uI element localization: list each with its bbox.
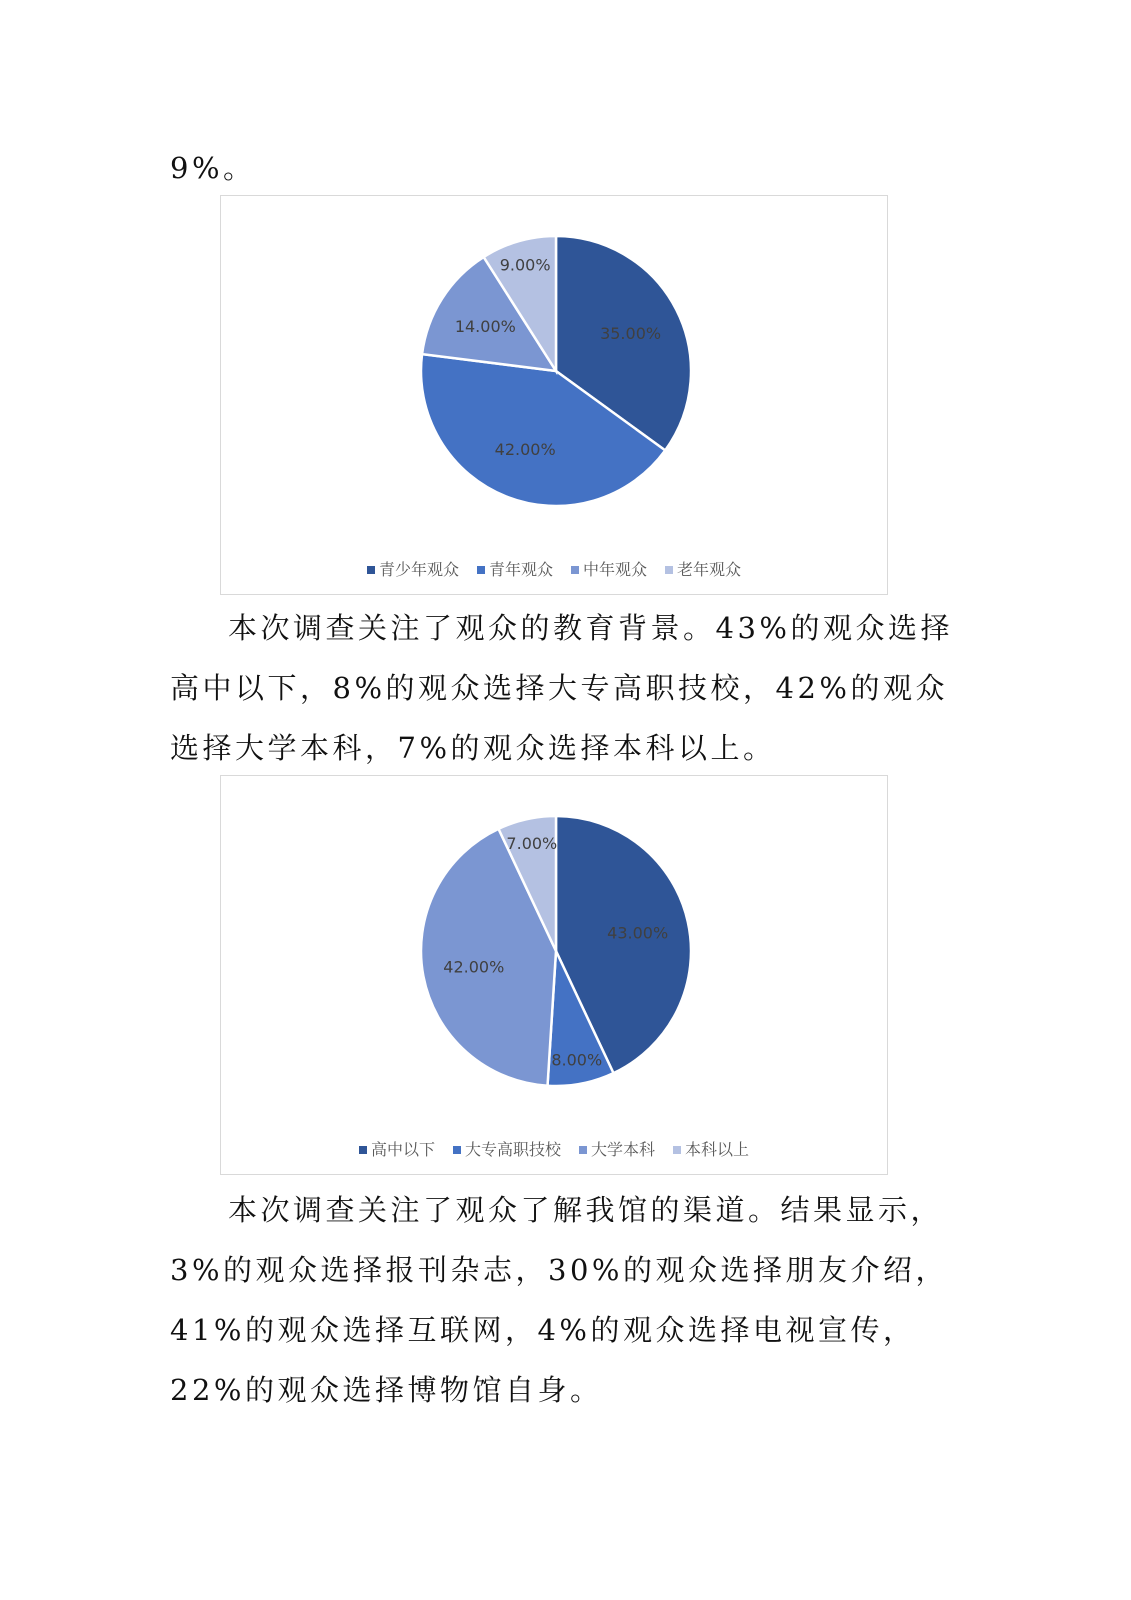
- education-pie-svg: [221, 776, 889, 1176]
- age-data-label: 9.00%: [499, 255, 551, 275]
- legend-label: 大学本科: [591, 1140, 656, 1159]
- legend-label: 青年观众: [488, 560, 553, 579]
- age-legend-item: [571, 557, 647, 580]
- legend-swatch-icon: [477, 566, 485, 574]
- legend-swatch-icon: [453, 1146, 461, 1154]
- age-chart-legend: [221, 557, 887, 580]
- education-data-label: 7.00%: [506, 833, 558, 853]
- paragraph-fragment: [170, 138, 960, 198]
- age-data-label: 42.00%: [494, 439, 556, 459]
- education-data-label: 42.00%: [443, 957, 505, 977]
- age-legend-item: [477, 557, 553, 580]
- legend-swatch-icon: [367, 566, 375, 574]
- legend-swatch-icon: [665, 566, 673, 574]
- education-data-label: 8.00%: [551, 1050, 603, 1070]
- education-paragraph: [170, 598, 960, 778]
- legend-label: 青少年观众: [378, 560, 459, 579]
- education-paragraph-text: 本次调查关注了观众的教育背景。43%的观众选择高中以下，8%的观众选择大专高职技校，42%的观众选择大学本科，7%的观众选择本科以上。: [170, 611, 953, 765]
- legend-label: 大专高职技校: [464, 1140, 561, 1159]
- age-data-label: 14.00%: [454, 317, 516, 337]
- education-legend-item: [359, 1137, 435, 1160]
- paragraph-text: 9%。: [170, 151, 256, 185]
- legend-swatch-icon: [359, 1146, 367, 1154]
- channel-paragraph-text: 本次调查关注了观众了解我馆的渠道。结果显示，3%的观众选择报刊杂志，30%的观众选择朋友介绍，41%的观众选择互联网，4%的观众选择电视宣传，22%的观众选择博物馆自身。: [170, 1193, 948, 1407]
- education-data-label: 43.00%: [607, 923, 669, 943]
- education-pie-chart: [220, 775, 888, 1175]
- channel-paragraph: [170, 1180, 960, 1420]
- education-legend-item: [453, 1137, 561, 1160]
- legend-label: 老年观众: [677, 560, 742, 579]
- age-legend-item: [665, 557, 741, 580]
- age-legend-item: [367, 557, 459, 580]
- legend-swatch-icon: [579, 1146, 587, 1154]
- education-chart-legend: [221, 1137, 887, 1160]
- age-pie-svg: [221, 196, 889, 596]
- education-legend-item: [579, 1137, 655, 1160]
- legend-swatch-icon: [571, 566, 579, 574]
- legend-label: 中年观众: [583, 560, 648, 579]
- legend-swatch-icon: [673, 1146, 681, 1154]
- age-pie-chart: [220, 195, 888, 595]
- age-data-label: 35.00%: [600, 324, 662, 344]
- legend-label: 高中以下: [370, 1140, 435, 1159]
- education-legend-item: [673, 1137, 749, 1160]
- legend-label: 本科以上: [685, 1140, 750, 1159]
